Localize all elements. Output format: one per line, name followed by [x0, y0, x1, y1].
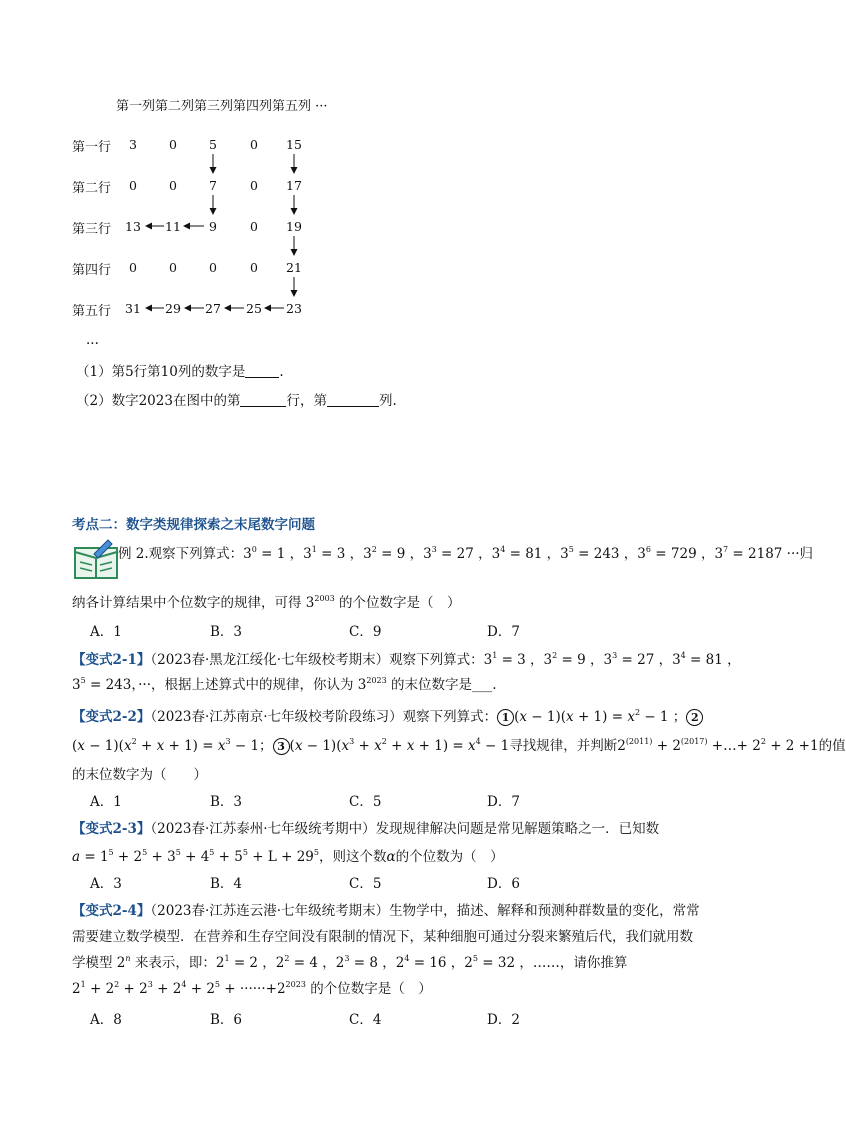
question-1: （1）第5行第10列的数字是 .: [76, 364, 284, 380]
option-b: B．3: [210, 794, 243, 810]
grid-cell: 13: [125, 219, 141, 234]
row-label: 第一行: [72, 140, 112, 155]
variant-2-4-line1: 【变式2-4】（2023春·江苏连云港·七年级统考期末）生物学中，描述、解释和预测种群数量的变化，常常: [72, 903, 700, 919]
row-label: 第四行: [72, 263, 112, 278]
book-pencil-icon: [72, 538, 120, 580]
option-b: B．3: [210, 624, 243, 640]
option-c: C．5: [349, 794, 382, 810]
row-label: 第二行: [72, 181, 112, 196]
variant-2-1-line1: 【变式2-1】（2023春·黑龙江绥化·七年级校考期末）观察下列算式：$3^1 = 3$ ，$3^2 = 9$ ，$3^3 = 27$ ，$3^4 = 81$ ，: [72, 651, 741, 668]
question-2: （2）数字2023在图中的第 行，第 列.: [76, 393, 397, 409]
variant-2-3-line1: 【变式2-3】（2023春·江苏泰州·七年级统考期中）发现规律解决问题是常见解题策略之一．已知数: [72, 821, 660, 837]
option-a: A．3: [90, 876, 122, 892]
example-2-line1: 例 2.观察下列算式：$3^0 = 1$ ，$3^1 = 3$ ，$3^2 = 9$ ，$3^3 = 27$ ，$3^4 = 81$ ，$3^5 = 243$ ，$3^6 = 729$ ，$3^7 = 2187$ ···归: [118, 545, 814, 562]
option-d: D．6: [487, 876, 520, 892]
row-label: 第三行: [72, 222, 112, 237]
grid-cell: 0: [250, 260, 258, 275]
grid-cell: 21: [286, 260, 302, 275]
grid-cell: 0: [250, 219, 258, 234]
section-title: 考点二：数字类规律探索之末尾数字问题: [72, 517, 315, 533]
grid-header: 第一列第二列第三列第四列第五列 ···: [116, 99, 328, 114]
option-a: A．8: [90, 1012, 122, 1028]
example-2-line2: 纳各计算结果中个位数字的规律，可得 $3^{2003}$ 的个位数字是（ ）: [72, 594, 461, 611]
grid-cell: 25: [246, 301, 262, 316]
option-d: D．7: [487, 624, 520, 640]
grid-cell: 0: [129, 260, 137, 275]
grid-cell: 5: [209, 137, 217, 152]
option-a: A．1: [90, 624, 122, 640]
variant-2-2-line1: 【变式2-2】（2023春·江苏南京·七年级校考阶段练习）观察下列算式： 1 $(x - 1)(x + 1) = x^2 - 1$ ； 2: [72, 705, 703, 726]
grid-cell: 0: [169, 137, 177, 152]
grid-arrows: [0, 0, 794, 340]
grid-cell: 0: [129, 178, 137, 193]
grid-cell: 29: [165, 301, 181, 316]
grid-cell: 19: [286, 219, 302, 234]
variant-2-4-line2: 需要建立数学模型．在营养和生存空间没有限制的情况下，某种细胞可通过分裂来繁殖后代，我们就用数: [72, 929, 693, 945]
option-c: C．5: [349, 876, 382, 892]
grid-cell: 27: [205, 301, 221, 316]
grid-cell: 9: [209, 219, 217, 234]
grid-cell: 0: [250, 137, 258, 152]
grid-cell: 0: [209, 260, 217, 275]
option-b: B．4: [210, 876, 243, 892]
option-c: C．9: [349, 624, 382, 640]
grid-cell: 3: [129, 137, 137, 152]
grid-cell: 7: [209, 178, 217, 193]
option-a: A．1: [90, 794, 122, 810]
variant-2-3-line2: $a = 1^5 + 2^5 + 3^5 + 4^5 + 5^5 + L + 29^5$，则这个数α的个位数为（ ）: [72, 848, 504, 865]
grid-cell: 0: [250, 178, 258, 193]
grid-cell: 11: [165, 219, 181, 234]
row-label: 第五行: [72, 304, 112, 319]
variant-2-1-line2: $3^5 = 243$，···，根据上述算式中的规律，你认为 $3^{2023}$ 的末位数字是___.: [72, 676, 497, 693]
grid-cell: 23: [286, 301, 302, 316]
option-d: D．7: [487, 794, 520, 810]
grid-cell: 0: [169, 260, 177, 275]
grid-cell: 15: [286, 137, 302, 152]
variant-2-2-line3: 的末位数字为（ ）: [72, 767, 207, 783]
grid-cell: 17: [286, 178, 302, 193]
grid-ellipsis: ···: [86, 336, 99, 352]
variant-2-4-line3: 学模型 2$^n$ 来表示，即：$2^1 = 2$ ，$2^2 = 4$ ，$2^3 = 8$ ，$2^4 = 16$ ，$2^5 = 32$ ，……，请你推算: [72, 954, 628, 971]
grid-cell: 0: [169, 178, 177, 193]
option-c: C．4: [349, 1012, 382, 1028]
option-d: D．2: [487, 1012, 520, 1028]
grid-cell: 31: [125, 301, 141, 316]
variant-2-2-line2: $(x - 1)(x^2 + x + 1) = x^3 - 1$； 3 $(x - 1)(x^3 + x^2 + x + 1) = x^4 - 1$寻找规律，并判断$2^{(2011)} + 2^{(2017)}$ +…+ $2^2 + 2 +1$的值: [72, 737, 846, 754]
option-b: B．6: [210, 1012, 243, 1028]
variant-2-4-line4: $2^1 + 2^2 + 2^3 + 2^4 + 2^5 + \cdot\cdot\cdot\cdot\cdot\cdot+2^{2023}$ 的个位数字是（ ）: [72, 980, 432, 997]
